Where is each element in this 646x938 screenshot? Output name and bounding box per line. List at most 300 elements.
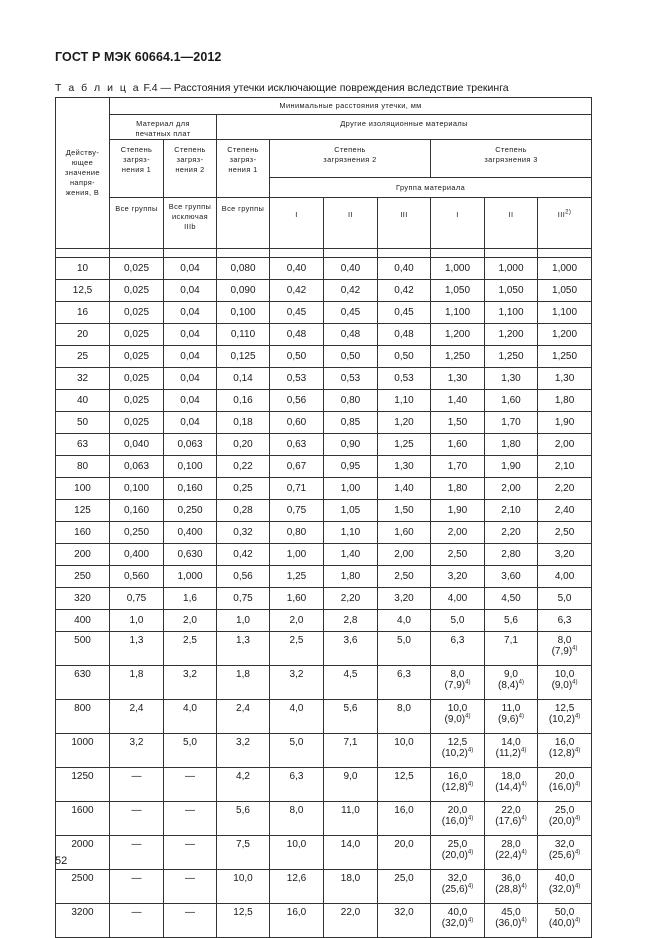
voltage-cell: 320 [56, 588, 110, 610]
value-cell: 0,100 [110, 478, 164, 500]
value-cell: 3,2 [217, 734, 270, 768]
value-cell: 2,0 [270, 610, 324, 632]
table-row [56, 346, 592, 368]
value-cell: 0,48 [270, 324, 324, 346]
value-cell: 2,10 [485, 500, 538, 522]
primary-value: 45,0 [501, 907, 521, 918]
alternate-value: $(36,0)^{4)}$ [495, 917, 527, 929]
value-cell: 0,063 [110, 456, 164, 478]
value-cell: 0,14 [217, 368, 270, 390]
table-row [56, 588, 592, 610]
value-cell: 0,56 [217, 566, 270, 588]
value-cell: 11,0 [324, 802, 378, 836]
value-cell-with-alt [485, 700, 538, 734]
value-cell-with-alt [485, 870, 538, 904]
value-cell: 0,42 [217, 544, 270, 566]
value-cell: — [164, 870, 217, 904]
alternate-value: $(20,0)^{4)}$ [548, 815, 581, 827]
value-cell: 0,250 [164, 500, 217, 522]
primary-value: 28,0 [501, 839, 521, 850]
footnote-ref-4: 4) [521, 849, 527, 856]
footnote-ref-4: 4) [467, 883, 474, 890]
value-cell: 0,400 [164, 522, 217, 544]
value-cell: 1,30 [431, 368, 485, 390]
value-cell: 0,53 [378, 368, 431, 390]
value-cell: 2,50 [431, 544, 485, 566]
table-row [56, 610, 592, 632]
value-cell: 0,48 [324, 324, 378, 346]
voltage-cell: 400 [56, 610, 110, 632]
value-cell: 3,2 [164, 666, 217, 700]
value-cell: 0,025 [110, 368, 164, 390]
table-row [56, 632, 592, 666]
value-cell-with-alt [485, 904, 538, 938]
value-cell: 1,050 [538, 280, 592, 302]
primary-value: 11,0 [501, 703, 521, 714]
footnote-ref-4: 4) [518, 713, 524, 720]
primary-value: 32,0 [554, 839, 575, 850]
table-row [56, 368, 592, 390]
voltage-cell: 1600 [56, 802, 110, 836]
value-cell-with-alt [431, 904, 485, 938]
value-cell: 16,0 [270, 904, 324, 938]
alternate-value: $(17,6)^{4)}$ [495, 815, 527, 827]
value-cell: 4,2 [217, 768, 270, 802]
footnote-ref-4: 4) [467, 849, 474, 856]
value-cell: 3,60 [485, 566, 538, 588]
value-cell: 0,32 [217, 522, 270, 544]
value-cell: 0,22 [217, 456, 270, 478]
primary-value: 12,5 [554, 703, 575, 714]
value-cell: — [110, 768, 164, 802]
value-cell: 0,48 [378, 324, 431, 346]
value-cell: 6,3 [431, 632, 485, 666]
value-cell: — [164, 904, 217, 938]
table-row [56, 700, 592, 734]
value-cell: 1,000 [485, 258, 538, 280]
alternate-value: $(9,6)^{4)}$ [498, 713, 524, 725]
voltage-cell: 16 [56, 302, 110, 324]
header-pcb-material: Материал для печатных плат [110, 115, 217, 140]
alternate-value: $(32,0)^{4)}$ [441, 917, 474, 929]
value-cell: 1,30 [378, 456, 431, 478]
value-cell: 0,28 [217, 500, 270, 522]
value-cell: 0,025 [110, 324, 164, 346]
value-cell: 0,90 [324, 434, 378, 456]
value-cell: 4,0 [270, 700, 324, 734]
voltage-cell: 50 [56, 412, 110, 434]
value-cell: 2,8 [324, 610, 378, 632]
value-cell: 1,3 [110, 632, 164, 666]
value-cell: 1,100 [431, 302, 485, 324]
value-cell: 0,25 [217, 478, 270, 500]
value-cell: 2,4 [110, 700, 164, 734]
value-cell: 1,000 [431, 258, 485, 280]
primary-value: 18,0 [501, 771, 521, 782]
header-min-distances: Минимальные расстояния утечки, мм [110, 98, 592, 115]
value-cell: 1,0 [217, 610, 270, 632]
value-cell: 1,200 [538, 324, 592, 346]
primary-value: 50,0 [554, 907, 575, 918]
voltage-cell: 80 [56, 456, 110, 478]
value-cell: 0,42 [270, 280, 324, 302]
value-cell-with-alt [485, 666, 538, 700]
value-cell: 4,0 [378, 610, 431, 632]
value-cell: 5,6 [485, 610, 538, 632]
alternate-value: $(10,2)^{4)}$ [548, 713, 581, 725]
value-cell: 0,04 [164, 324, 217, 346]
table-caption [55, 82, 509, 94]
value-cell: 0,025 [110, 412, 164, 434]
value-cell: 1,6 [164, 588, 217, 610]
voltage-cell: 20 [56, 324, 110, 346]
header-group-i-deg3: I [431, 198, 485, 249]
value-cell: 7,1 [324, 734, 378, 768]
voltage-cell: 3200 [56, 904, 110, 938]
table-row [56, 456, 592, 478]
footnote-ref-4: 4) [521, 815, 527, 822]
caption-prefix: Т а б л и ц а [55, 82, 141, 94]
caption-text: F.4 — Расстояния утечки исключающие повреждения вследствие трекинга [143, 82, 509, 94]
voltage-cell: 630 [56, 666, 110, 700]
primary-value: 10,0 [447, 703, 468, 714]
alternate-value: $(7,9)^{4)}$ [444, 679, 471, 691]
alternate-value: $(8,4)^{4)}$ [498, 679, 524, 691]
table-row [56, 500, 592, 522]
value-cell: 1,3 [217, 632, 270, 666]
value-cell: 1,60 [485, 390, 538, 412]
alternate-value: $(12,8)^{4)}$ [441, 781, 474, 793]
value-cell: 2,4 [217, 700, 270, 734]
table-row [56, 522, 592, 544]
table-row [56, 258, 592, 280]
value-cell-with-alt [538, 666, 592, 700]
value-cell: 5,0 [538, 588, 592, 610]
header-group-i-deg2: I [270, 198, 324, 249]
footnote-ref-4: 4) [521, 747, 527, 754]
value-cell: 1,100 [485, 302, 538, 324]
primary-value: 8,0 [557, 635, 572, 646]
value-cell-with-alt [538, 802, 592, 836]
header-all-groups-other1: Все группы [217, 198, 270, 249]
value-cell: 1,40 [324, 544, 378, 566]
value-cell: 1,8 [217, 666, 270, 700]
voltage-cell: 250 [56, 566, 110, 588]
value-cell: 5,0 [378, 632, 431, 666]
voltage-cell: 200 [56, 544, 110, 566]
alternate-value: $(16,0)^{4)}$ [441, 815, 474, 827]
alternate-value: $(32,0)^{4)}$ [548, 883, 581, 895]
footnote-ref-4: 4) [574, 747, 581, 754]
value-cell: 8,0 [378, 700, 431, 734]
value-cell: 0,45 [378, 302, 431, 324]
value-cell: 1,25 [270, 566, 324, 588]
value-cell: 5,0 [164, 734, 217, 768]
footnote-ref-4: 4) [574, 781, 581, 788]
value-cell: 1,60 [431, 434, 485, 456]
value-cell-with-alt [538, 734, 592, 768]
header-pcb-degree-1: Степень загряз-нения 1 [110, 140, 164, 198]
value-cell: 1,10 [378, 390, 431, 412]
value-cell: 0,45 [324, 302, 378, 324]
value-cell: 0,42 [324, 280, 378, 302]
value-cell: 0,560 [110, 566, 164, 588]
voltage-cell: 63 [56, 434, 110, 456]
value-cell: 0,160 [110, 500, 164, 522]
footnote-ref-2: 2) [565, 209, 572, 216]
value-cell: 0,18 [217, 412, 270, 434]
value-cell: 1,70 [485, 412, 538, 434]
value-cell: 0,125 [217, 346, 270, 368]
value-cell: 0,67 [270, 456, 324, 478]
value-cell: 1,250 [538, 346, 592, 368]
value-cell: 1,250 [431, 346, 485, 368]
value-cell: 0,75 [110, 588, 164, 610]
value-cell: — [110, 904, 164, 938]
value-cell: 1,050 [485, 280, 538, 302]
alternate-value: $(11,2)^{4)}$ [495, 747, 527, 759]
header-other-materials: Другие изоляционные материалы [217, 115, 592, 140]
value-cell-with-alt [538, 700, 592, 734]
voltage-cell: 100 [56, 478, 110, 500]
footnote-ref-4: 4) [572, 645, 578, 652]
voltage-cell: 1000 [56, 734, 110, 768]
value-cell: 1,40 [431, 390, 485, 412]
value-cell: 1,000 [164, 566, 217, 588]
value-cell: 4,50 [485, 588, 538, 610]
header-all-except-iiib: Все группы исключая IIIb [164, 198, 217, 249]
footnote-ref-4: 4) [467, 747, 474, 754]
primary-value: 12,5 [447, 737, 468, 748]
value-cell: 0,025 [110, 346, 164, 368]
value-cell: 3,20 [378, 588, 431, 610]
value-cell: 5,6 [324, 700, 378, 734]
value-cell: 2,50 [538, 522, 592, 544]
value-cell-with-alt [431, 700, 485, 734]
voltage-cell: 32 [56, 368, 110, 390]
footnote-ref-4: 4) [574, 815, 581, 822]
value-cell: 0,50 [270, 346, 324, 368]
value-cell: 0,63 [270, 434, 324, 456]
footnote-ref-4: 4) [574, 713, 581, 720]
value-cell: 1,50 [431, 412, 485, 434]
value-cell: 0,85 [324, 412, 378, 434]
value-cell: 6,3 [538, 610, 592, 632]
creepage-distances-table [55, 97, 592, 938]
value-cell: 2,5 [270, 632, 324, 666]
value-cell: 0,75 [270, 500, 324, 522]
header-voltage: Действу-ющее значение напря-жения, В [56, 98, 110, 249]
footnote-ref-4: 4) [521, 781, 527, 788]
value-cell: 1,050 [431, 280, 485, 302]
value-cell: 20,0 [378, 836, 431, 870]
value-cell: 0,50 [324, 346, 378, 368]
value-cell: 1,90 [431, 500, 485, 522]
alternate-value: $(28,8)^{4)}$ [495, 883, 527, 895]
value-cell: 0,063 [164, 434, 217, 456]
value-cell: 1,80 [538, 390, 592, 412]
primary-value: 10,0 [554, 669, 575, 680]
value-cell: 2,5 [164, 632, 217, 666]
value-cell: 5,0 [270, 734, 324, 768]
value-cell: 0,50 [378, 346, 431, 368]
table-row [56, 904, 592, 938]
value-cell: 4,00 [538, 566, 592, 588]
value-cell: 0,95 [324, 456, 378, 478]
value-cell: 0,630 [164, 544, 217, 566]
value-cell: 2,20 [485, 522, 538, 544]
value-cell: 0,04 [164, 302, 217, 324]
value-cell: 1,10 [324, 522, 378, 544]
primary-value: 22,0 [501, 805, 521, 816]
value-cell: 2,00 [431, 522, 485, 544]
value-cell: 0,160 [164, 478, 217, 500]
alternate-value: $(25,6)^{4)}$ [548, 849, 581, 861]
value-cell: 0,16 [217, 390, 270, 412]
value-cell: 1,0 [110, 610, 164, 632]
value-cell: 1,000 [538, 258, 592, 280]
voltage-cell: 160 [56, 522, 110, 544]
value-cell: 1,80 [485, 434, 538, 456]
value-cell: 0,80 [270, 522, 324, 544]
value-cell: 3,20 [538, 544, 592, 566]
footnote-ref-4: 4) [574, 917, 581, 924]
value-cell: 0,025 [110, 390, 164, 412]
value-cell-with-alt [538, 632, 592, 666]
alternate-value: $(16,0)^{4)}$ [548, 781, 581, 793]
value-cell: 0,04 [164, 280, 217, 302]
voltage-cell: 1250 [56, 768, 110, 802]
alternate-value: $(40,0)^{4)}$ [548, 917, 581, 929]
value-cell: 2,00 [485, 478, 538, 500]
footnote-ref-4: 4) [574, 883, 581, 890]
value-cell: 0,53 [324, 368, 378, 390]
value-cell: 4,00 [431, 588, 485, 610]
footnote-ref-4: 4) [465, 679, 471, 686]
voltage-cell: 25 [56, 346, 110, 368]
value-cell: 0,80 [324, 390, 378, 412]
voltage-cell: 40 [56, 390, 110, 412]
alternate-value: $(10,2)^{4)}$ [441, 747, 474, 759]
value-cell: 5,0 [431, 610, 485, 632]
table-row [56, 412, 592, 434]
alternate-value: $(9,0)^{4)}$ [444, 713, 471, 725]
primary-value: 25,0 [554, 805, 575, 816]
value-cell: 0,42 [378, 280, 431, 302]
voltage-cell: 500 [56, 632, 110, 666]
value-cell: — [164, 836, 217, 870]
voltage-cell: 12,5 [56, 280, 110, 302]
alternate-value: $(14,4)^{4)}$ [495, 781, 527, 793]
value-cell: 4,0 [164, 700, 217, 734]
value-cell: 22,0 [324, 904, 378, 938]
value-cell: 1,250 [485, 346, 538, 368]
spacer-row [56, 249, 592, 258]
value-cell: 0,60 [270, 412, 324, 434]
value-cell: 1,40 [378, 478, 431, 500]
value-cell: 1,30 [485, 368, 538, 390]
value-cell-with-alt [538, 870, 592, 904]
value-cell: 0,250 [110, 522, 164, 544]
value-cell: 32,0 [378, 904, 431, 938]
value-cell: 0,100 [217, 302, 270, 324]
table-row [56, 870, 592, 904]
value-cell-with-alt [485, 768, 538, 802]
value-cell: 0,56 [270, 390, 324, 412]
table-row [56, 666, 592, 700]
value-cell: 9,0 [324, 768, 378, 802]
value-cell: 1,00 [324, 478, 378, 500]
table-row [56, 836, 592, 870]
primary-value: 14,0 [501, 737, 521, 748]
voltage-cell: 2000 [56, 836, 110, 870]
value-cell: 0,04 [164, 346, 217, 368]
value-cell: — [110, 836, 164, 870]
header-all-groups-pcb1: Все группы [110, 198, 164, 249]
value-cell-with-alt [431, 802, 485, 836]
value-cell: 0,71 [270, 478, 324, 500]
alternate-value: $(12,8)^{4)}$ [548, 747, 581, 759]
value-cell: 0,040 [110, 434, 164, 456]
value-cell: 14,0 [324, 836, 378, 870]
value-cell: 1,200 [431, 324, 485, 346]
value-cell-with-alt [485, 734, 538, 768]
footnote-ref-4: 4) [467, 917, 474, 924]
header-material-group: Группа материала [270, 178, 592, 198]
value-cell: 1,05 [324, 500, 378, 522]
header-group-iii-deg2: III [378, 198, 431, 249]
value-cell: 8,0 [270, 802, 324, 836]
value-cell: 6,3 [378, 666, 431, 700]
value-cell: 16,0 [378, 802, 431, 836]
value-cell: 3,2 [270, 666, 324, 700]
value-cell: 0,40 [324, 258, 378, 280]
table-row [56, 734, 592, 768]
primary-value: 25,0 [447, 839, 468, 850]
header-other-degree-1: Степень загряз-нения 1 [217, 140, 270, 198]
value-cell: 1,20 [378, 412, 431, 434]
value-cell: 3,20 [431, 566, 485, 588]
value-cell-with-alt [431, 768, 485, 802]
value-cell-with-alt [431, 734, 485, 768]
value-cell: 2,40 [538, 500, 592, 522]
header-other-degree-2: Степень загрязнения 2 [270, 140, 431, 178]
header-pcb-degree-2: Степень загряз-нения 2 [164, 140, 217, 198]
value-cell: 0,40 [270, 258, 324, 280]
value-cell: 1,00 [270, 544, 324, 566]
primary-value: 8,0 [450, 669, 465, 680]
value-cell: 12,6 [270, 870, 324, 904]
value-cell: 12,5 [217, 904, 270, 938]
footnote-ref-4: 4) [574, 849, 581, 856]
value-cell: 5,6 [217, 802, 270, 836]
value-cell: 0,40 [378, 258, 431, 280]
value-cell: 1,30 [538, 368, 592, 390]
page-number: 52 [55, 855, 68, 867]
alternate-value: $(7,9)^{4)}$ [551, 645, 578, 657]
value-cell: 2,20 [324, 588, 378, 610]
table-row [56, 566, 592, 588]
value-cell: 2,50 [378, 566, 431, 588]
value-cell: 3,6 [324, 632, 378, 666]
primary-value: 20,0 [447, 805, 468, 816]
value-cell: 1,25 [378, 434, 431, 456]
table-row [56, 324, 592, 346]
value-cell: 1,50 [378, 500, 431, 522]
value-cell: 1,8 [110, 666, 164, 700]
alternate-value: $(20,0)^{4)}$ [441, 849, 474, 861]
table-body [56, 249, 592, 938]
